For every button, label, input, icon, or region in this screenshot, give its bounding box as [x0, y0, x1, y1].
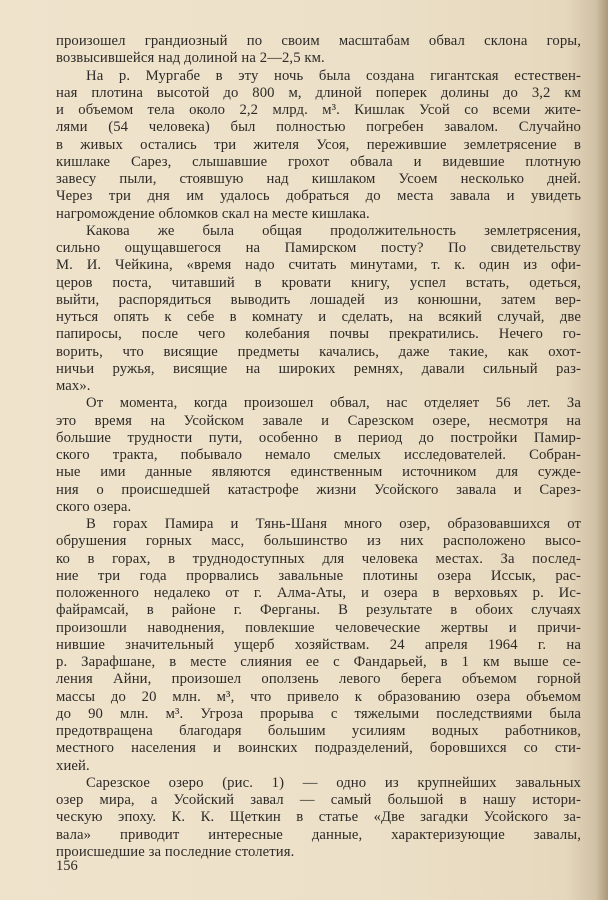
paragraph: [56, 395, 581, 516]
paragraph: [56, 516, 581, 775]
text-line: церов поста, читавший в кровати книгу, успел встать, одеться,: [56, 274, 581, 291]
page-number: 156: [56, 858, 78, 874]
text-line: происшедшие за последние столетия.: [56, 843, 295, 860]
text-line: мах».: [56, 378, 91, 394]
text-line: папиросы, после чего колебания почвы прекратились. Нечего го-: [56, 326, 581, 343]
text-line: ная плотина высотой до 800 м, длиной поперек долины до 3,2 км: [56, 84, 581, 101]
paragraph: [56, 223, 581, 396]
paragraph: [56, 68, 581, 223]
text-line: ние три года прорвались завальные плотины озера Иссык, рас-: [56, 567, 581, 584]
text-line: Сарезское озеро (рис. 1) — одно из крупнейших завальных: [86, 774, 581, 791]
text-line: до 90 млн. м³. Угроза прорыва с тяжелыми последствиями была: [56, 705, 581, 722]
text-line: Какова же была общая продолжительность землетрясения,: [86, 222, 581, 239]
text-line: ческую эпоху. К. К. Щеткин в статье «Две загадки Усойского за-: [56, 809, 581, 826]
text-line: ского тракта, побывало немало смелых исследователей. Собран-: [56, 447, 581, 463]
text-line: выйти, распорядиться выводить лошадей из конюшни, затем вер-: [56, 291, 581, 308]
text-line: нуться опять к себе в комнату и сделать, на всякий случай, две: [56, 309, 581, 325]
text-line: это время на Усойском завале и Сарезском озере, несмотря на: [56, 412, 581, 429]
paragraph: [56, 775, 581, 861]
text-line: На р. Мургабе в эту ночь была создана гигантская естествен-: [86, 67, 581, 84]
text-line: положенного недалеко от г. Алма-Аты, и озера в верховьях р. Ис-: [56, 585, 581, 601]
text-line: ные ими данные являются единственным источником для сужде-: [56, 464, 581, 481]
text-line: ния о происшедшей катастрофе жизни Усойского завала и Сарез-: [56, 481, 581, 498]
text-line: нившие значительный ущерб хозяйствам. 24 апреля 1964 г. на: [56, 636, 581, 653]
text-line: произошли наводнения, повлекшие человеческие жертвы и причи-: [56, 619, 581, 636]
text-line: озер мира, а Усойский завал — самый большой в нашу истори-: [56, 792, 581, 808]
text-line: завесу пыли, стоявшую над кишлаком Усоем несколько дней.: [56, 171, 581, 187]
text-line: ского озера.: [56, 498, 132, 515]
paragraph: [56, 33, 581, 68]
text-line: и объемом тела около 2,2 млрд. м³. Кишлак Усой со всеми жите-: [56, 102, 581, 118]
text-line: предотвращена благодаря большим усилиям водных работников,: [56, 723, 581, 739]
text-line: нагромождение обломков скал на месте кишлака.: [56, 205, 370, 222]
text-line: в живых остались три жителя Усоя, пережившие землетрясение в: [56, 136, 581, 153]
page-body-text: [56, 33, 581, 861]
text-line: большие трудности пути, особенно в период до постройки Памир-: [56, 429, 581, 446]
text-line: Через три дня им удалось добраться до места завала и увидеть: [56, 188, 581, 205]
text-line: От момента, когда произошел обвал, нас отделяет 56 лет. За: [86, 395, 581, 412]
text-line: р. Зарафшане, в месте слияния ее с Фандарьей, в 1 км выше се-: [56, 654, 581, 670]
text-line: ничьи ружья, висящие на широких ремнях, давали сильный раз-: [56, 360, 581, 377]
text-line: кишлаке Сарез, слышавшие грохот обвала и видевшие плотную: [56, 153, 581, 170]
text-line: ко в горах, в труднодоступных для человека местах. За послед-: [56, 550, 581, 567]
page-edge-shadow: [596, 0, 608, 900]
text-line: массы до 20 млн. м³, что привело к образованию озера объемом: [56, 688, 581, 705]
text-line: хией.: [56, 757, 90, 774]
text-line: местного населения и воинских подразделений, боровшихся со сти-: [56, 740, 581, 757]
text-line: вала» приводит интересные данные, характеризующие завалы,: [56, 826, 581, 843]
text-line: файрамсай, в районе г. Ферганы. В результате в обоих случаях: [56, 602, 581, 619]
text-line: ворить, что висящие предметы качались, даже такие, как охот-: [56, 343, 581, 360]
text-line: М. И. Чейкина, «время надо считать минутами, т. к. один из офи-: [56, 257, 581, 274]
text-line: ления Айни, произошел оползень левого берега объемом горной: [56, 671, 581, 688]
text-line: лями (54 человека) был полностью погребен завалом. Случайно: [56, 119, 581, 136]
text-line: сильно ощущавшегося на Памирском посту? По свидетельству: [56, 240, 581, 256]
text-line: В горах Памира и Тянь-Шаня много озер, образовавшихся от: [86, 516, 581, 532]
text-line: возвысившейся над долиной на 2—2,5 км.: [56, 50, 325, 67]
text-line: произошел грандиозный по своим масштабам обвал склона горы,: [56, 33, 581, 49]
text-line: обрушения горных масс, большинство из них расположено высо-: [56, 533, 581, 550]
